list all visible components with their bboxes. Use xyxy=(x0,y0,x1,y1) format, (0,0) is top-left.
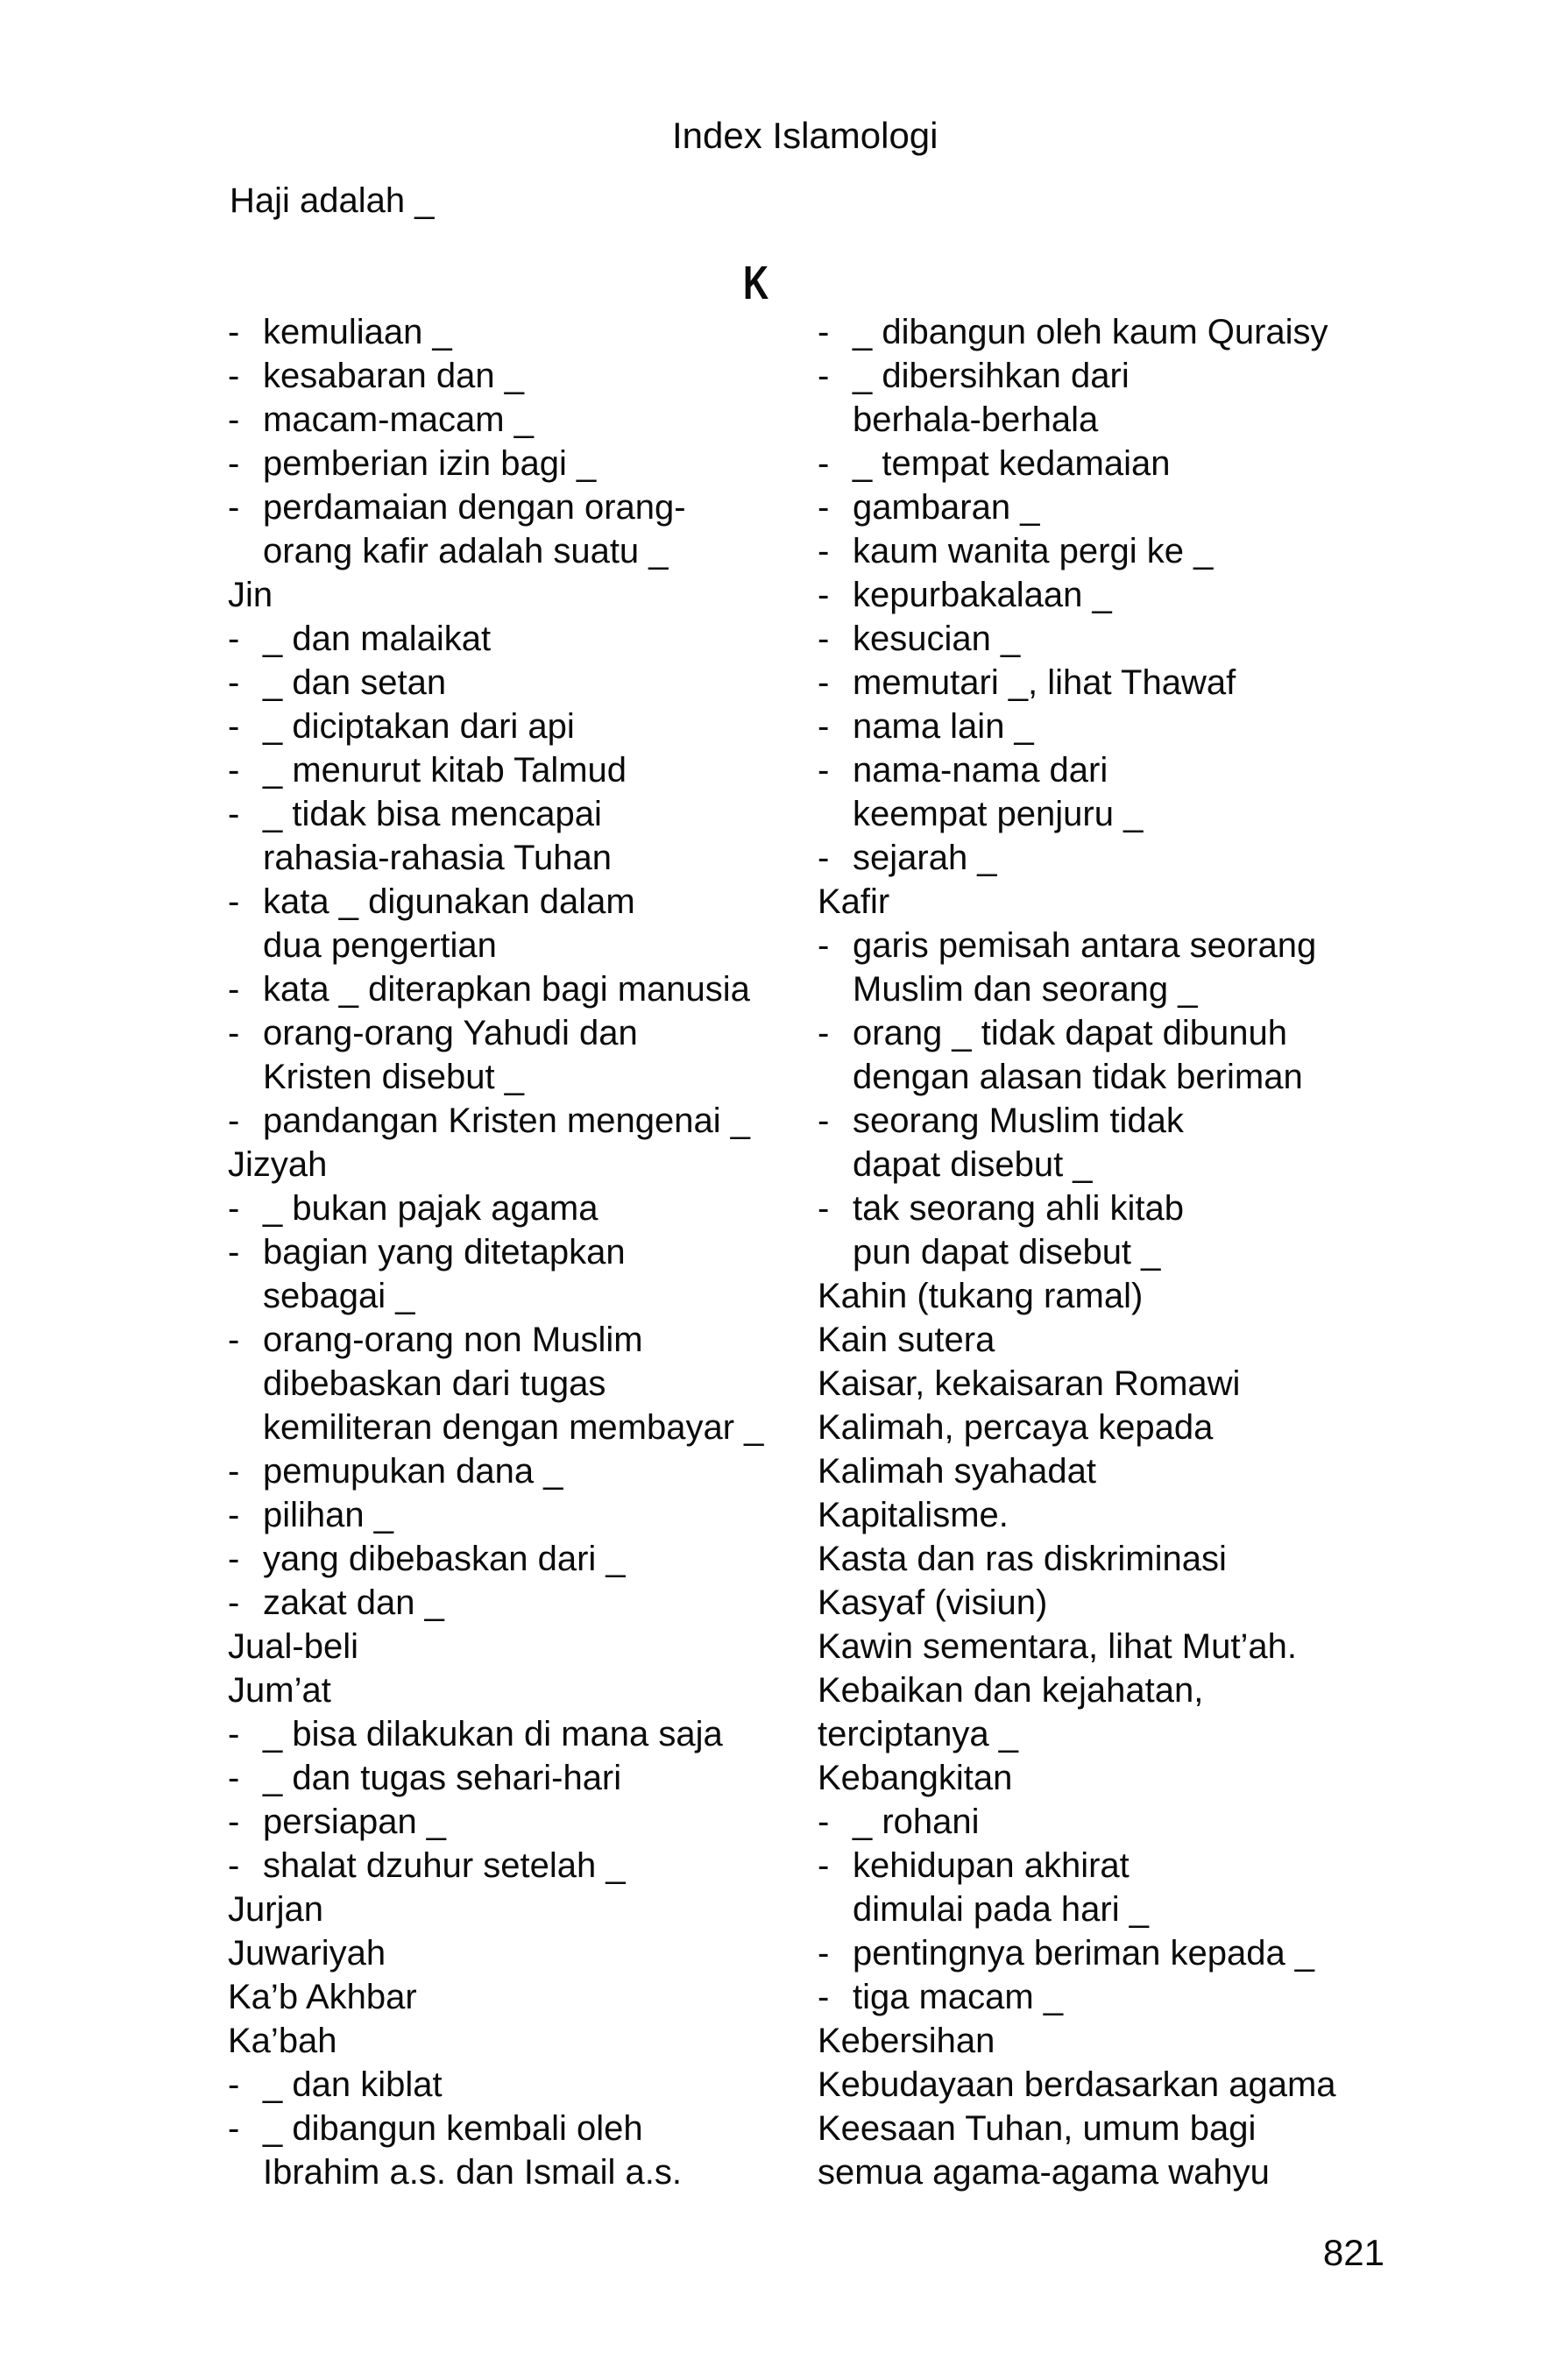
index-line xyxy=(818,398,1396,442)
index-text: _ dan setan xyxy=(263,663,447,702)
index-text: sebagai _ xyxy=(263,1277,415,1315)
dash-bullet: - xyxy=(228,1803,240,1841)
index-entry-haji: Haji adalah _ xyxy=(230,181,435,220)
index-text: kemiliteran dengan membayar _ xyxy=(263,1408,764,1447)
index-line xyxy=(228,2150,841,2194)
dash-bullet: - xyxy=(818,839,830,877)
index-text: dimulai pada hari _ xyxy=(853,1890,1149,1929)
index-text: Keesaan Tuhan, umum bagi xyxy=(818,2109,1257,2148)
index-text: _ dibersihkan dari xyxy=(853,357,1130,395)
index-line xyxy=(228,1099,841,1143)
index-heading xyxy=(818,2150,1396,2194)
index-line xyxy=(818,924,1396,967)
index-line xyxy=(818,1975,1396,2019)
index-text: persiapan _ xyxy=(263,1803,447,1841)
index-text: Kebersihan xyxy=(818,2022,995,2060)
dash-bullet: - xyxy=(228,1846,240,1885)
index-line xyxy=(818,529,1396,573)
index-line xyxy=(228,1712,841,1756)
dash-bullet: - xyxy=(818,488,830,527)
index-heading xyxy=(228,1143,841,1186)
index-line xyxy=(228,1362,841,1406)
dash-bullet: - xyxy=(228,1452,240,1491)
dash-bullet: - xyxy=(818,313,830,351)
index-line xyxy=(818,485,1396,529)
dash-bullet: - xyxy=(818,576,830,614)
index-text: shalat dzuhur setelah _ xyxy=(263,1846,626,1885)
index-text: macam-macam _ xyxy=(263,400,534,439)
index-line xyxy=(228,661,841,705)
dash-bullet: - xyxy=(818,1014,830,1052)
dash-bullet: - xyxy=(228,795,240,833)
index-line xyxy=(818,1230,1396,1274)
index-line xyxy=(228,1844,841,1888)
index-text: dapat disebut _ xyxy=(853,1145,1093,1184)
index-text: keempat penjuru _ xyxy=(853,795,1144,833)
index-line xyxy=(818,836,1396,880)
index-line xyxy=(818,1055,1396,1099)
index-heading xyxy=(818,1756,1396,1800)
index-heading xyxy=(818,1318,1396,1362)
index-text: Kristen disebut _ xyxy=(263,1058,524,1096)
index-text: Jual-beli xyxy=(228,1627,358,1666)
index-text: garis pemisah antara seorang xyxy=(853,926,1317,965)
index-line xyxy=(818,748,1396,792)
index-column-right xyxy=(818,310,1396,2194)
index-text: yang dibebaskan dari _ xyxy=(263,1540,626,1578)
index-line xyxy=(818,967,1396,1011)
index-line xyxy=(228,792,841,836)
index-line xyxy=(818,1143,1396,1186)
dash-bullet: - xyxy=(818,1101,830,1140)
dash-bullet: - xyxy=(228,1496,240,1534)
index-text: Kasyaf (visiun) xyxy=(818,1583,1048,1622)
dash-bullet: - xyxy=(228,2109,240,2148)
index-line xyxy=(228,1493,841,1537)
index-line xyxy=(228,1186,841,1230)
index-heading xyxy=(818,1625,1396,1668)
index-text: _ dan tugas sehari-hari xyxy=(263,1759,622,1797)
index-text: _ menurut kitab Talmud xyxy=(263,751,627,790)
index-line xyxy=(228,2063,841,2107)
index-text: terciptanya _ xyxy=(818,1715,1019,1753)
index-line xyxy=(228,1406,841,1449)
index-text: _ dibangun kembali oleh xyxy=(263,2109,643,2148)
index-line xyxy=(818,1186,1396,1230)
index-text: nama-nama dari xyxy=(853,751,1108,790)
index-heading xyxy=(818,880,1396,924)
index-text: semua agama-agama wahyu xyxy=(818,2153,1270,2192)
index-heading xyxy=(228,1625,841,1668)
index-text: orang _ tidak dapat dibunuh xyxy=(853,1014,1287,1052)
dash-bullet: - xyxy=(228,1583,240,1622)
index-heading xyxy=(228,1931,841,1975)
index-text: _ tempat kedamaian xyxy=(853,444,1171,483)
index-text: dibebaskan dari tugas xyxy=(263,1364,606,1403)
index-text: nama lain _ xyxy=(853,707,1034,746)
dash-bullet: - xyxy=(228,1101,240,1140)
index-line xyxy=(228,485,841,529)
index-text: pun dapat disebut _ xyxy=(853,1233,1161,1271)
index-text: dua pengertian xyxy=(263,926,497,965)
dash-bullet: - xyxy=(818,926,830,965)
dash-bullet: - xyxy=(228,882,240,921)
index-line xyxy=(818,354,1396,398)
index-line xyxy=(818,661,1396,705)
index-text: kata _ diterapkan bagi manusia xyxy=(263,970,750,1009)
dash-bullet: - xyxy=(818,1803,830,1841)
index-line xyxy=(228,617,841,661)
index-heading xyxy=(818,1406,1396,1449)
index-text: kemuliaan _ xyxy=(263,313,452,351)
dash-bullet: - xyxy=(228,707,240,746)
index-line xyxy=(228,1756,841,1800)
index-text: zakat dan _ xyxy=(263,1583,444,1622)
index-heading xyxy=(228,1975,841,2019)
index-line xyxy=(818,705,1396,748)
dash-bullet: - xyxy=(818,1978,830,2016)
index-text: Kahin (tukang ramal) xyxy=(818,1277,1144,1315)
index-heading xyxy=(818,1712,1396,1756)
dash-bullet: - xyxy=(228,970,240,1009)
index-text: _ bisa dilakukan di mana saja xyxy=(263,1715,723,1753)
index-line xyxy=(228,705,841,748)
index-text: pemberian izin bagi _ xyxy=(263,444,597,483)
index-line xyxy=(228,310,841,354)
index-line xyxy=(818,617,1396,661)
index-text: Kebudayaan berdasarkan agama xyxy=(818,2065,1336,2104)
dash-bullet: - xyxy=(228,357,240,395)
index-heading xyxy=(228,1888,841,1931)
index-line xyxy=(228,398,841,442)
index-line xyxy=(818,442,1396,485)
index-line xyxy=(818,1888,1396,1931)
index-line xyxy=(818,1844,1396,1888)
index-line xyxy=(228,1800,841,1844)
index-text: kesabaran dan _ xyxy=(263,357,525,395)
index-line xyxy=(818,792,1396,836)
index-text: orang kafir adalah suatu _ xyxy=(263,532,669,570)
dash-bullet: - xyxy=(228,313,240,351)
index-line xyxy=(228,442,841,485)
index-text: Jin xyxy=(228,576,273,614)
index-text: rahasia-rahasia Tuhan xyxy=(263,839,613,877)
index-line xyxy=(228,1537,841,1581)
index-text: Jum’at xyxy=(228,1671,331,1710)
index-text: pilihan _ xyxy=(263,1496,394,1534)
index-text: Kawin sementara, lihat Mut’ah. xyxy=(818,1627,1297,1666)
index-text: kesucian _ xyxy=(853,620,1021,658)
index-heading xyxy=(228,573,841,617)
dash-bullet: - xyxy=(818,620,830,658)
section-letter-k: K xyxy=(743,257,769,309)
index-heading xyxy=(818,1581,1396,1625)
dash-bullet: - xyxy=(228,2065,240,2104)
index-text: perdamaian dengan orang- xyxy=(263,488,686,527)
dash-bullet: - xyxy=(228,1715,240,1753)
dash-bullet: - xyxy=(228,1189,240,1228)
index-line xyxy=(818,310,1396,354)
index-text: berhala-berhala xyxy=(853,400,1099,439)
index-heading xyxy=(818,1668,1396,1712)
index-text: memutari _, lihat Thawaf xyxy=(853,663,1236,702)
index-line xyxy=(818,1099,1396,1143)
index-text: _ dan kiblat xyxy=(263,2065,443,2104)
index-heading xyxy=(818,1362,1396,1406)
page-title: Index Islamologi xyxy=(672,115,938,156)
dash-bullet: - xyxy=(228,1321,240,1359)
index-line xyxy=(818,573,1396,617)
dash-bullet: - xyxy=(818,1934,830,1973)
index-heading xyxy=(818,1449,1396,1493)
index-text: Ka’b Akhbar xyxy=(228,1978,417,2016)
index-text: Kasta dan ras diskriminasi xyxy=(818,1540,1227,1578)
index-line xyxy=(818,1800,1396,1844)
index-text: tak seorang ahli kitab xyxy=(853,1189,1185,1228)
index-text: Jizyah xyxy=(228,1145,328,1184)
dash-bullet: - xyxy=(818,751,830,790)
index-text: kaum wanita pergi ke _ xyxy=(853,532,1214,570)
index-text: Kebangkitan xyxy=(818,1759,1013,1797)
index-text: Ibrahim a.s. dan Ismail a.s. xyxy=(263,2153,682,2192)
index-text: gambaran _ xyxy=(853,488,1040,527)
index-text: Kebaikan dan kejahatan, xyxy=(818,1671,1204,1710)
index-line xyxy=(228,2107,841,2150)
dash-bullet: - xyxy=(228,1233,240,1271)
index-text: kehidupan akhirat xyxy=(853,1846,1130,1885)
index-text: _ diciptakan dari api xyxy=(263,707,575,746)
index-heading xyxy=(228,2019,841,2063)
dash-bullet: - xyxy=(228,663,240,702)
index-text: _ rohani xyxy=(853,1803,980,1841)
index-text: _ bukan pajak agama xyxy=(263,1189,598,1228)
index-text: kata _ digunakan dalam xyxy=(263,882,635,921)
index-text: orang-orang Yahudi dan xyxy=(263,1014,638,1052)
dash-bullet: - xyxy=(818,663,830,702)
index-line xyxy=(818,1011,1396,1055)
index-text: tiga macam _ xyxy=(853,1978,1064,2016)
index-text: _ dibangun oleh kaum Quraisy xyxy=(853,313,1328,351)
index-text: dengan alasan tidak beriman xyxy=(853,1058,1303,1096)
index-heading xyxy=(818,1274,1396,1318)
dash-bullet: - xyxy=(228,444,240,483)
index-text: sejarah _ xyxy=(853,839,997,877)
index-text: seorang Muslim tidak xyxy=(853,1101,1184,1140)
index-heading xyxy=(818,1493,1396,1537)
dash-bullet: - xyxy=(228,751,240,790)
index-line xyxy=(228,1581,841,1625)
index-text: pentingnya beriman kepada _ xyxy=(853,1934,1315,1973)
dash-bullet: - xyxy=(228,400,240,439)
index-line xyxy=(228,1274,841,1318)
index-line xyxy=(228,1449,841,1493)
dash-bullet: - xyxy=(228,1540,240,1578)
index-text: Kaisar, kekaisaran Romawi xyxy=(818,1364,1241,1403)
dash-bullet: - xyxy=(228,1014,240,1052)
index-line xyxy=(228,1318,841,1362)
index-heading xyxy=(818,1537,1396,1581)
page-number: 821 xyxy=(1322,2232,1385,2273)
index-line xyxy=(228,880,841,924)
index-text: Kalimah syahadat xyxy=(818,1452,1096,1491)
index-text: Ka’bah xyxy=(228,2022,337,2060)
index-line xyxy=(228,529,841,573)
dash-bullet: - xyxy=(818,532,830,570)
index-heading xyxy=(818,2019,1396,2063)
index-line xyxy=(228,354,841,398)
index-text: bagian yang ditetapkan xyxy=(263,1233,626,1271)
index-line xyxy=(228,1230,841,1274)
index-heading xyxy=(818,2107,1396,2150)
index-line xyxy=(228,924,841,967)
index-line xyxy=(228,748,841,792)
index-text: Juwariyah xyxy=(228,1934,386,1973)
dash-bullet: - xyxy=(818,357,830,395)
index-text: Kapitalisme. xyxy=(818,1496,1009,1534)
index-text: orang-orang non Muslim xyxy=(263,1321,643,1359)
index-text: _ tidak bisa mencapai xyxy=(263,795,602,833)
index-text: kepurbakalaan _ xyxy=(853,576,1112,614)
index-heading xyxy=(818,2063,1396,2107)
dash-bullet: - xyxy=(228,620,240,658)
dash-bullet: - xyxy=(818,707,830,746)
index-text: pandangan Kristen mengenai _ xyxy=(263,1101,750,1140)
index-heading xyxy=(228,1668,841,1712)
index-line xyxy=(228,1055,841,1099)
dash-bullet: - xyxy=(818,1189,830,1228)
dash-bullet: - xyxy=(228,488,240,527)
index-text: pemupukan dana _ xyxy=(263,1452,563,1491)
index-line xyxy=(228,1011,841,1055)
index-text: Kain sutera xyxy=(818,1321,995,1359)
dash-bullet: - xyxy=(818,1846,830,1885)
index-text: Kalimah, percaya kepada xyxy=(818,1408,1214,1447)
index-line xyxy=(818,1931,1396,1975)
index-text: Kafir xyxy=(818,882,890,921)
index-text: Muslim dan seorang _ xyxy=(853,970,1198,1009)
index-text: Jurjan xyxy=(228,1890,323,1929)
index-line xyxy=(228,836,841,880)
index-text: _ dan malaikat xyxy=(263,620,492,658)
dash-bullet: - xyxy=(228,1759,240,1797)
index-line xyxy=(228,967,841,1011)
index-column-left xyxy=(228,310,841,2194)
dash-bullet: - xyxy=(818,444,830,483)
